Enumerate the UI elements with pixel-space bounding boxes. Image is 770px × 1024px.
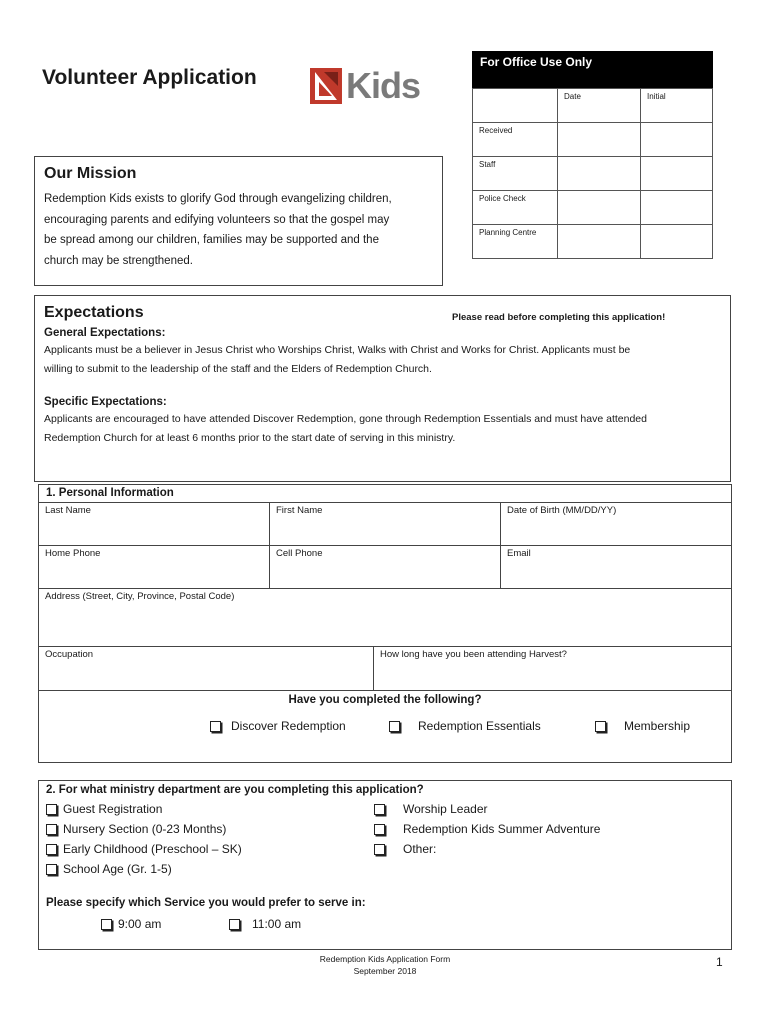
completed-question: Have you completed the following? <box>288 694 482 706</box>
checkbox-icon <box>46 844 57 855</box>
expectations-note: Please read before completing this application! <box>452 312 666 323</box>
office-received-initial-field[interactable] <box>641 123 713 157</box>
address-field[interactable] <box>39 589 731 646</box>
office-use-table <box>472 51 713 259</box>
email-field[interactable] <box>501 546 731 588</box>
summer-adventure-checkbox[interactable] <box>374 822 600 836</box>
occupation-label: Occupation <box>45 649 94 660</box>
general-expectations-line: willing to submit to the leadership of the staff and the Elders of Redemption Church. <box>44 363 432 375</box>
redemption-kids-logo <box>310 66 420 106</box>
home-phone-field[interactable] <box>39 546 270 588</box>
option-label: School Age (Gr. 1-5) <box>63 862 172 876</box>
office-row-police-check: Police Check <box>473 191 558 225</box>
office-planning-initial-field[interactable] <box>641 225 713 259</box>
mission-line: Redemption Kids exists to glorify God through evangelizing children, <box>44 193 392 205</box>
occupation-field[interactable] <box>39 647 374 690</box>
ministry-department-section <box>38 780 732 950</box>
office-police-initial-field[interactable] <box>641 191 713 225</box>
service-9am-checkbox[interactable] <box>101 917 161 931</box>
service-11am-checkbox[interactable] <box>229 917 301 931</box>
attending-duration-label: How long have you been attending Harvest? <box>380 649 567 660</box>
address-label: Address (Street, City, Province, Postal Code) <box>45 591 235 602</box>
page-number: 1 <box>716 955 723 969</box>
email-label: Email <box>507 548 531 559</box>
office-police-date-field[interactable] <box>558 191 641 225</box>
logo-mark-icon <box>310 68 342 104</box>
office-row-received: Received <box>473 123 558 157</box>
checkbox-icon <box>46 824 57 835</box>
attending-duration-field[interactable] <box>374 647 731 690</box>
mission-box <box>34 156 443 286</box>
discover-redemption-label: Discover Redemption <box>231 719 346 733</box>
footer-line: Redemption Kids Application Form <box>319 954 451 964</box>
general-expectations-heading: General Expectations: <box>44 327 166 339</box>
office-col-initial: Initial <box>641 89 713 123</box>
office-planning-date-field[interactable] <box>558 225 641 259</box>
office-use-heading: For Office Use Only <box>472 51 713 88</box>
guest-registration-checkbox[interactable] <box>46 802 162 816</box>
checkbox-icon <box>101 919 112 930</box>
last-name-label: Last Name <box>45 505 91 516</box>
page-title: Volunteer Application <box>42 66 257 89</box>
specific-expectations-heading: Specific Expectations: <box>44 396 167 408</box>
date-of-birth-field[interactable] <box>501 503 731 545</box>
specific-expectations-line: Redemption Church for at least 6 months prior to the start date of serving in this ministry. <box>44 432 456 444</box>
checkbox-icon <box>46 804 57 815</box>
service-question: Please specify which Service you would prefer to serve in: <box>46 897 366 909</box>
option-label: Redemption Kids Summer Adventure <box>403 822 601 836</box>
office-col-date: Date <box>558 89 641 123</box>
membership-label: Membership <box>624 719 691 733</box>
checkbox-icon <box>229 919 240 930</box>
office-row-staff: Staff <box>473 157 558 191</box>
checkbox-icon <box>210 721 221 732</box>
last-name-field[interactable] <box>39 503 270 545</box>
home-phone-label: Home Phone <box>45 548 101 559</box>
mission-line: church may be strengthened. <box>44 254 193 267</box>
membership-checkbox[interactable] <box>595 719 690 733</box>
checkbox-icon <box>595 721 606 732</box>
checkbox-icon <box>46 864 57 875</box>
mission-heading: Our Mission <box>44 165 137 182</box>
checkbox-icon <box>374 804 385 815</box>
footer-line: September 2018 <box>353 966 417 976</box>
option-label: Guest Registration <box>63 802 163 816</box>
early-childhood-checkbox[interactable] <box>46 842 242 856</box>
office-staff-date-field[interactable] <box>558 157 641 191</box>
option-label: 11:00 am <box>252 917 302 931</box>
checkbox-icon <box>374 824 385 835</box>
worship-leader-checkbox[interactable] <box>374 802 488 816</box>
expectations-box <box>34 295 731 482</box>
first-name-field[interactable] <box>270 503 501 545</box>
option-label: 9:00 am <box>118 917 162 931</box>
office-header-blank <box>473 89 558 123</box>
logo-text: Kids <box>345 65 420 106</box>
option-label: Other: <box>403 842 437 856</box>
nursery-section-checkbox[interactable] <box>46 822 226 836</box>
office-received-date-field[interactable] <box>558 123 641 157</box>
other-checkbox[interactable] <box>374 842 436 856</box>
cell-phone-field[interactable] <box>270 546 501 588</box>
discover-redemption-checkbox[interactable] <box>210 719 346 733</box>
general-expectations-line: Applicants must be a believer in Jesus Christ who Worships Christ, Walks with Christ and Works for Christ. Applicants must be <box>44 344 631 356</box>
personal-information-heading: 1. Personal Information <box>39 485 731 503</box>
expectations-heading: Expectations <box>44 304 144 321</box>
mission-line: encouraging parents and edifying volunteers so that the gospel may <box>44 213 390 226</box>
redemption-essentials-checkbox[interactable] <box>389 719 541 733</box>
personal-information-section <box>38 484 732 763</box>
cell-phone-label: Cell Phone <box>276 548 323 559</box>
checkbox-icon <box>389 721 400 732</box>
redemption-essentials-label: Redemption Essentials <box>418 719 541 733</box>
option-label: Early Childhood (Preschool – SK) <box>63 842 242 856</box>
first-name-label: First Name <box>276 505 323 516</box>
page-footer <box>250 953 520 977</box>
office-row-planning-centre: Planning Centre <box>473 225 558 259</box>
option-label: Nursery Section (0-23 Months) <box>63 822 227 836</box>
mission-line: be spread among our children, families may be supported and the <box>44 234 379 246</box>
checkbox-icon <box>374 844 385 855</box>
date-of-birth-label: Date of Birth (MM/DD/YY) <box>507 505 617 516</box>
office-staff-initial-field[interactable] <box>641 157 713 191</box>
ministry-question: 2. For what ministry department are you completing this application? <box>46 784 424 796</box>
specific-expectations-line: Applicants are encouraged to have attended Discover Redemption, gone through Redemption Essentials and must have attended <box>44 413 647 425</box>
school-age-checkbox[interactable] <box>46 862 172 876</box>
option-label: Worship Leader <box>403 802 488 816</box>
